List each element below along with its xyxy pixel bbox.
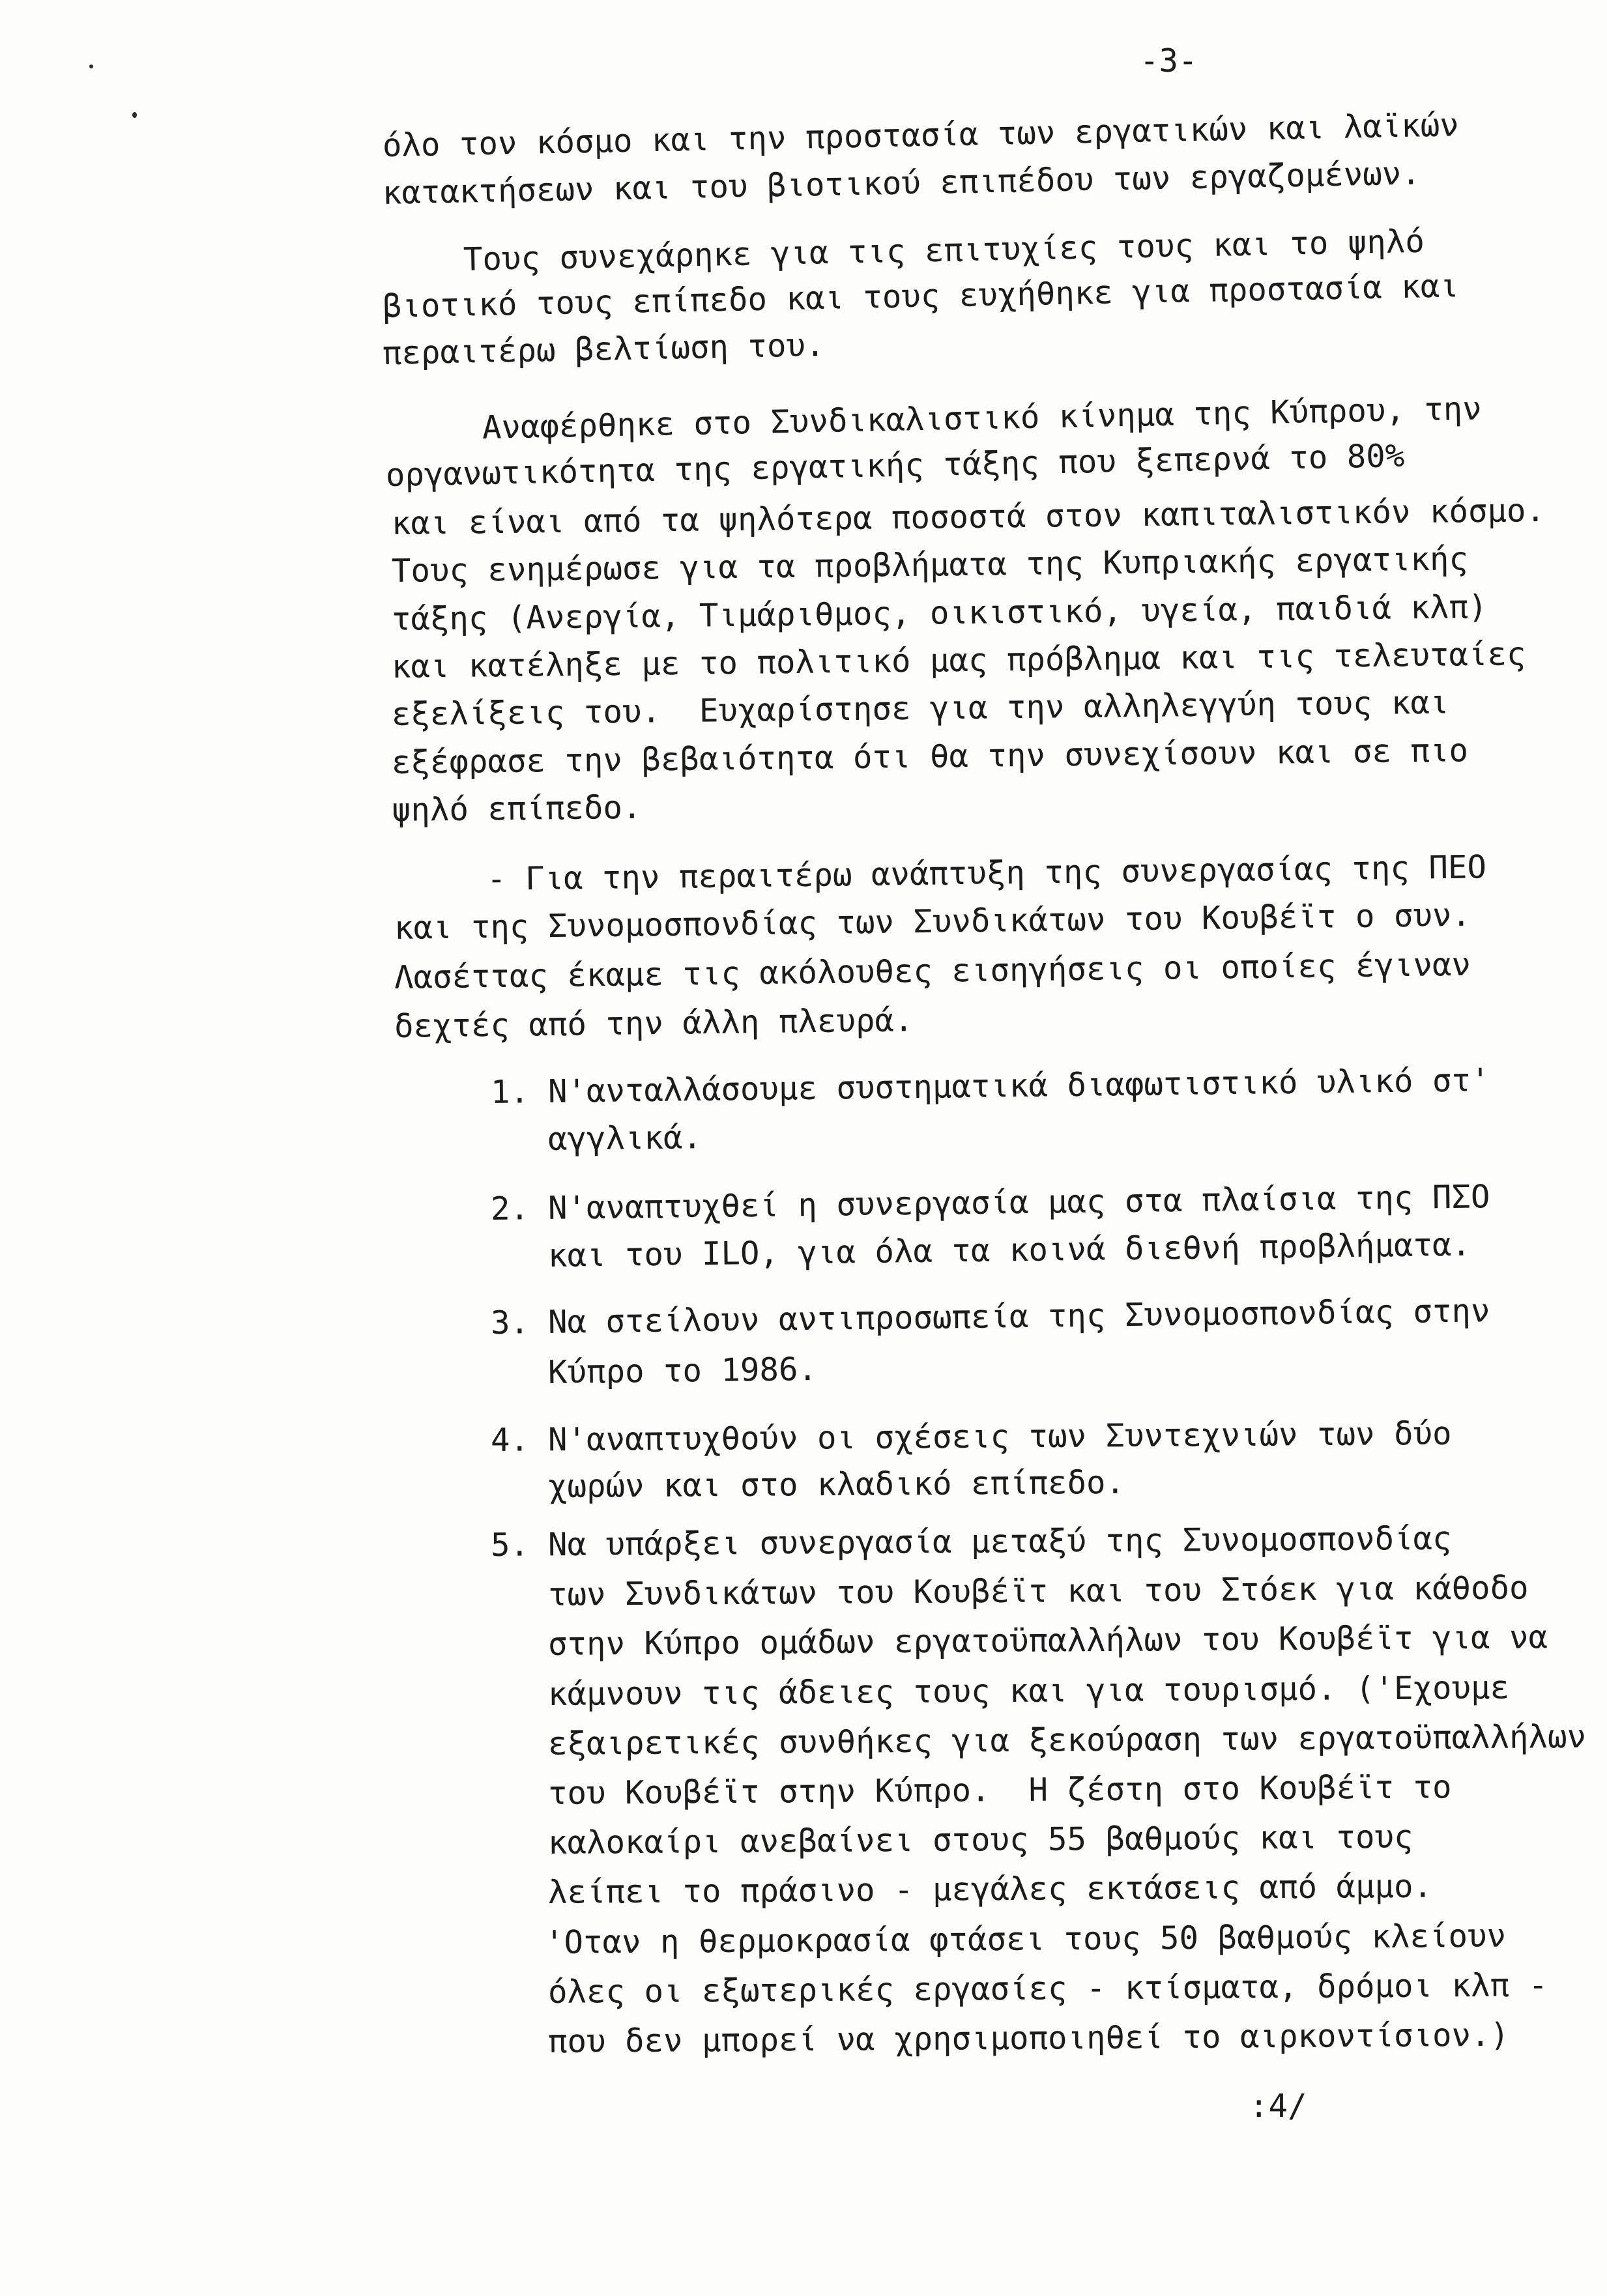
scan-speck [89, 65, 93, 68]
proposal-line: που δεν μπορεί να χρησιμοποιηθεί το αιρκοντίσιον.) [547, 2016, 1510, 2060]
proposal-line [491, 1177, 1490, 1229]
paragraph-line: - Για την περαιτέρω ανάπτυξη της συνεργασίας της ΠΕΟ [486, 848, 1487, 898]
proposal-line: κάμνουν τις άδειες τους και για τουρισμό. ('Εχουμε [547, 1669, 1510, 1713]
proposal-number: 4. [490, 1421, 530, 1459]
proposal-line: χωρών και στο κλαδικό επίπεδο. [547, 1463, 1125, 1505]
proposal-line: και του ILO, για όλα τα κοινά διεθνή προβλήματα. [547, 1226, 1471, 1274]
proposal-line: 'Οταν η θερμοκρασία φτάσει τους 50 βαθμούς κλείουν [544, 1917, 1507, 1961]
proposal-line: λείπει το πράσινο - μεγάλες εκτάσεις από άμμο. [547, 1867, 1433, 1911]
proposal-line [491, 1414, 1452, 1460]
proposal-text: Ν'αναπτυχθεί η συνεργασία μας στα πλαίσια της ΠΣΟ [547, 1178, 1490, 1227]
paragraph-line: περαιτέρω βελτίωση του. [382, 326, 825, 372]
continuation-marker: :4/ [1249, 2088, 1307, 2125]
proposal-line: εξαιρετικές συνθήκες για ξεκούραση των εργατοϋπαλλήλων [547, 1717, 1587, 1762]
proposal-line [491, 1061, 1490, 1112]
proposal-number: 1. [490, 1073, 530, 1111]
proposal-number: 5. [490, 1526, 530, 1564]
paragraph-line: δεχτές από την άλλη πλευρά. [394, 1001, 914, 1045]
proposal-line: Κύπρο το 1986. [547, 1350, 818, 1391]
proposal-line: στην Κύπρο ομάδων εργατοϋπαλλήλων του Κουβέϊτ για να [547, 1618, 1548, 1663]
proposal-line: αγγλικά. [547, 1119, 702, 1158]
proposal-text: Ν'ανταλλάσουμε συστηματικά διαφωτιστικό υλικό στ' [547, 1061, 1490, 1110]
paragraph-line: όλο τον κόσμο και την προστασία των εργατικών και λαϊκών [382, 106, 1460, 164]
paragraph-line: βιοτικό τους επίπεδο και τους ευχήθηκε για προστασία και [382, 267, 1460, 325]
paragraph-line: και κατέληξε με το πολιτικό μας πρόβλημα και τις τελευταίες [391, 635, 1526, 685]
proposal-text: Ν'αναπτυχθούν οι σχέσεις των Συντεχνιών των δύο [547, 1414, 1452, 1459]
paragraph-line: Αναφέρθηκε στο Συνδικαλιστικό κίνημα της Κύπρου, την [482, 390, 1483, 446]
proposal-line: του Κουβέϊτ στην Κύπρο. Η ζέστη στο Κουβέϊτ το [547, 1768, 1452, 1812]
proposal-line: καλοκαίρι ανεβαίνει στους 55 βαθμούς και τους [547, 1818, 1413, 1861]
proposal-line: των Συνδικάτων του Κουβέϊτ και του Στόεκ για κάθοδο [547, 1569, 1529, 1613]
paragraph-line: τάξης (Ανεργία, Τιμάριθμος, οικιστικό, υγεία, παιδιά κλπ) [391, 588, 1488, 638]
proposal-number: 3. [490, 1304, 530, 1342]
paragraph-line: και της Συνομοσπονδίας των Συνδικάτων του Κουβέϊτ ο συν. [394, 896, 1471, 947]
page-number: -3- [1140, 42, 1198, 79]
paragraph-line: Τους συνεχάρηκε για τις επιτυχίες τους και το ψηλό [463, 222, 1425, 278]
proposal-line: όλες οι εξωτερικές εργασίες - κτίσματα, δρόμοι κλπ - [547, 1966, 1548, 2011]
paragraph-line: εξελίξεις του. Ευχαρίστησε για την αλληλεγγύη τους και [391, 683, 1449, 733]
paragraph-line: και είναι από τα ψηλότερα ποσοστά στον καπιταλιστικόν κόσμο. [391, 491, 1546, 542]
paragraph-line: οργανωτικότητα της εργατικής τάξης που ξεπερνά το 80% [385, 437, 1405, 494]
paragraph-line: εξέφρασε την βεβαιότητα ότι θα την συνεχίσουν και σε πιο [391, 732, 1469, 781]
paragraph-line: Λασέττας έκαμε τις ακόλουθες εισηγήσεις οι οποίες έγιναν [394, 945, 1471, 996]
paragraph-line: Τους ενημέρωσε για τα προβλήματα της Κυπριακής εργατικής [391, 540, 1469, 590]
scan-speck [132, 112, 137, 118]
proposal-text: Να στείλουν αντιπροσωπεία της Συνομοσπονδίας στην [547, 1292, 1490, 1341]
proposal-line [491, 1291, 1490, 1343]
paragraph-line: κατακτήσεων και του βιοτικού επιπέδου των εργαζομένων. [382, 154, 1421, 212]
proposal-number: 2. [490, 1190, 530, 1227]
proposal-text: Να υπάρξει συνεργασία μεταξύ της Συνομοσπονδίας [547, 1519, 1452, 1564]
paragraph-line: ψηλό επίπεδο. [391, 788, 642, 829]
proposal-line [491, 1519, 1452, 1565]
